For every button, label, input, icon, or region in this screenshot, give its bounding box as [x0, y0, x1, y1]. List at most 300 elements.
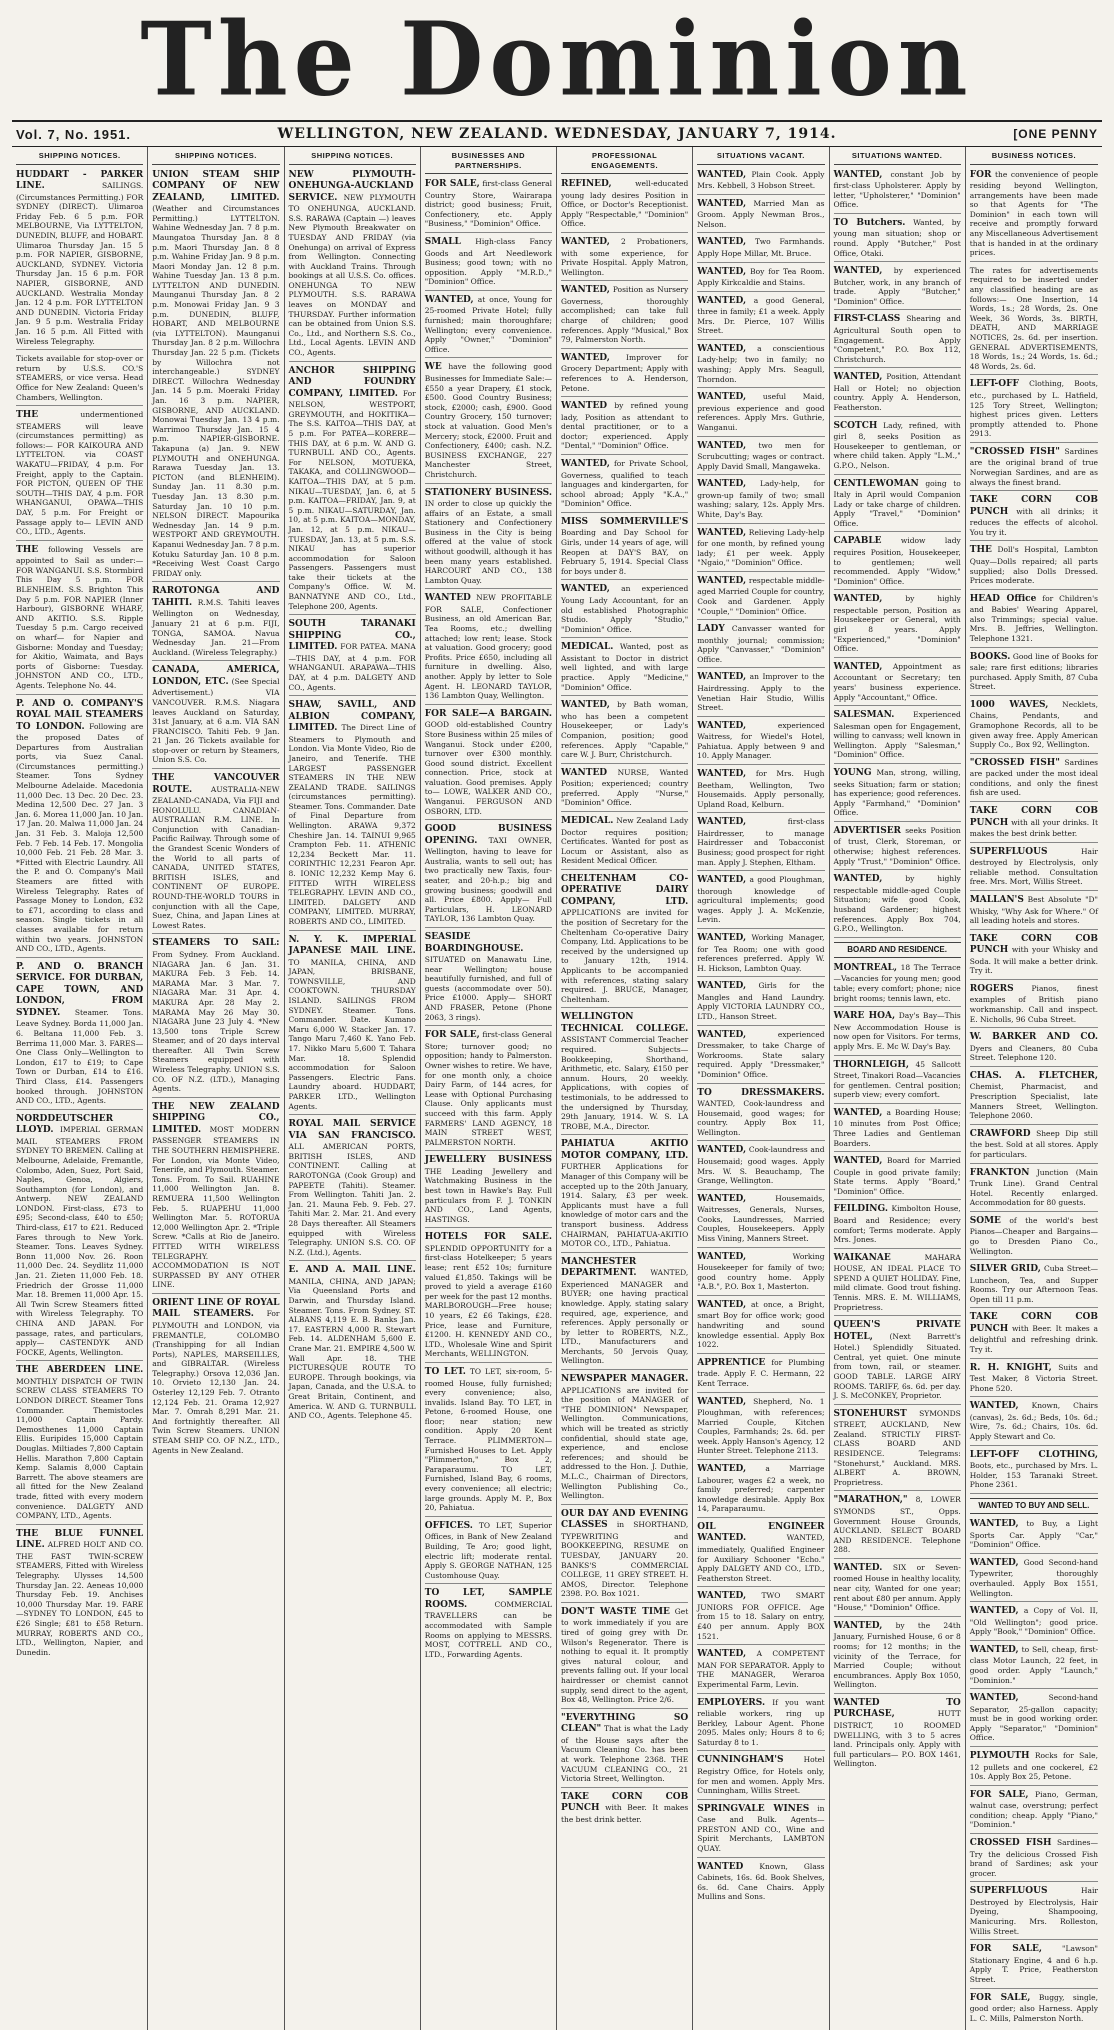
ad-text — [834, 1060, 961, 1100]
ad-text — [970, 806, 1098, 839]
ad-body: FOR PATEA. MANA—THIS DAY, at 4 p.m. FOR WHANGANUI. ARAPAWA—THIS DAY, at 4 p.m. DALGETY AND CO., Agents. — [288, 642, 416, 692]
classified-ad — [697, 873, 824, 929]
ad-text — [970, 1032, 1098, 1063]
price: [ONE PENNY — [1013, 127, 1098, 141]
ad-lead: E. AND A. MAIL LINE. — [288, 1265, 416, 1276]
ad-text — [425, 1588, 552, 1659]
ad-text — [697, 672, 824, 712]
ad-body: Cook-laundress and Housemaid; good wages. Apply Mrs. W. S. Beauchamp, The Grange, Wellington. — [697, 1145, 825, 1186]
classified-ad — [425, 235, 552, 291]
ad-text — [834, 1698, 961, 1769]
ad-text — [970, 1519, 1098, 1550]
ad-body: an Improver to the Hairdressing. Apply to the Venetian Hair Studio, Willis Street. — [697, 672, 825, 713]
classified-ad — [697, 1860, 824, 1905]
ad-text — [561, 1374, 688, 1501]
ad-lead: CHAS. A. FLETCHER, — [969, 1070, 1098, 1081]
ad-lead: SILVER GRID, — [969, 1264, 1041, 1275]
ad-body: with all drinks; it reduces the effects of alcohol. You try it. — [969, 506, 1098, 537]
ad-text — [970, 495, 1098, 537]
classified-ad — [697, 1028, 824, 1084]
ad-lead: OFFICES. — [424, 1520, 473, 1531]
ad-body: WANTED, immediately, Qualified Engineer for Auxiliary Schooner "Echo." Apply DALGETY AND CO., LTD., Featherston Street. — [697, 1533, 825, 1583]
classified-ad — [697, 1802, 824, 1858]
column-heading: PROFESSIONAL ENGAGEMENTS. — [561, 149, 688, 174]
ad-body: 8, LOWER SYMONDS ST., Opps. Government House Grounds, AUCKLAND. SELECT BOARD AND RESIDENCE. Telephone 288. — [833, 1495, 961, 1555]
ad-text — [425, 362, 552, 479]
ad-body: Buggy, single, good order; also Harness. Apply L. C. Mills, Palmerston North. — [969, 1992, 1098, 2023]
ad-lead: "MARATHON," — [833, 1495, 908, 1506]
ad-body: for Mrs. Hugh Beetham, Wellington, Two Housemaids. Apply personally, Upland Road, Kelburn. — [697, 769, 825, 809]
ad-text — [289, 619, 416, 692]
ad-body: a Boarding House; 10 minutes from Post Office; Three Ladies and Gentleman Boarders. — [833, 1107, 961, 1148]
ad-body: NEW PROFITABLE FOR SALE, Confectioner Business, an old American Bar, Tea Rooms, etc.; dwelling attached; low rent; lease. Stock at valuation. Good grocery; good Profits. Price £650, including all furniture in dwelling. Also, another. Apply by letter to Sole Agent. H. LEONARD TAYLOR, 136 Lambton Quay, Wellington. — [424, 593, 552, 701]
ad-body: Working Manager, for Tea Room; one with good references preferred. Apply W. H. Hickson, Lambton Quay. — [697, 933, 825, 973]
ad-lead: WANTED, — [697, 295, 747, 306]
ad-text — [289, 170, 416, 358]
ad-text — [970, 934, 1098, 976]
ad-text — [697, 1755, 824, 1795]
ad-text — [561, 700, 688, 759]
ad-text — [16, 545, 143, 691]
ad-body: TO LET, six-room, 5-roomed House, fully furnished; every convenience; also, invalids. Island Bay. TO LET, in Petone, 6-roomed House, one floor; near station; new condition. Apply 20 Kent Terrace. PLIMMERTON—Furnished Houses to Let. Apply "Plimmerton," Box 2, Paraparaumu. TO LET, Furnished, Island Bay, 6 rooms, every convenience; all electric; large grounds. Apply M. P., Box 20, Pahiatua. — [424, 1367, 553, 1513]
ad-lead: WANTED, — [697, 1396, 747, 1407]
classified-ad — [425, 177, 552, 233]
ad-lead: BOOKS. — [969, 651, 1011, 662]
ad-text — [425, 488, 552, 586]
ad-body: (Next Barrett's Hotel.) Splendidly Situated. Central, yet quiet. One minute from town, rail, or steamer. GOOD TABLE. LARGE AIRY ROOMS. TARIFF, 6s. 6d. per day. J. S. McCONKEY, Proprietor. — [833, 1331, 961, 1401]
classified-ad — [970, 168, 1098, 262]
classified-ad — [697, 526, 824, 572]
ad-text — [834, 372, 961, 412]
ad-body: HUTT DISTRICT, 10 ROOMED DWELLING, with 3 to 5 acres land. Principals only. Apply with full particulars— P.O. BOX 1461, Wellington. — [833, 1709, 961, 1769]
ad-lead: WANTED, — [833, 594, 883, 605]
classified-ad — [152, 1296, 279, 1458]
ad-text — [834, 1156, 961, 1196]
classified-ad — [834, 1154, 961, 1200]
classified-ad — [561, 640, 688, 696]
classified-ad — [834, 1202, 961, 1248]
columns-container — [12, 147, 1102, 2023]
ad-text — [697, 1591, 824, 1641]
ad-lead: THE — [16, 410, 39, 421]
classified-ad — [697, 931, 824, 977]
ad-body: widow lady requires Position, Housekeeper, to gentlemen; well recommended. Apply "Widow," "Dominion" Office. — [833, 536, 961, 586]
ad-body: to Sell, cheap, first-class Motor Launch, 22 feet, in good order. Apply "Launch," "Dominion." — [969, 1644, 1098, 1685]
ad-lead: FOR SALE, — [424, 179, 480, 190]
ad-text — [970, 594, 1098, 644]
column-7 — [830, 147, 966, 2030]
ad-body: Good Second-hand Typewriter, thoroughly overhauled. Apply Box 1551, Wellington. — [969, 1557, 1098, 1598]
ad-lead: WANTED, — [833, 1107, 883, 1118]
ad-lead: APPRENTICE — [697, 1357, 766, 1368]
classified-ad — [561, 1137, 688, 1252]
ad-lead: ADVERTISER — [833, 825, 902, 836]
ad-lead: FEILDING. — [833, 1204, 889, 1215]
ad-lead: WANTED, — [697, 1029, 747, 1040]
ad-lead: WANTED, — [969, 1644, 1019, 1655]
ad-lead: LEFT-OFF CLOTHING, — [969, 1449, 1098, 1460]
ad-body: MONTHLY DISPATCH OF TWIN SCREW CLASS STEAMERS TO LONDON DIRECT. Steamer Tons Commander. Themistocles 11,000 Captain Pardy. Demosthenes 11,000 Captain Ellis. Euripides 15,000 Captain Douglas. Miltiades 7,800 Captain Hellis. Marathon 7,800 Captain Kemp. Salamis 8,000 Captain Barrett. The above steamers are all fitted for the New Zealand trade, fitted with every modern convenience. DALGETY AND COMPANY, LTD., Agents. — [16, 1376, 144, 1521]
classified-ad — [561, 582, 688, 638]
ad-lead: P. AND O. BRANCH SERVICE. FOR DURBAN, CAPE TOWN, AND LONDON, FROM SYDNEY. — [16, 961, 144, 1018]
classified-ad — [834, 477, 961, 533]
classified-ad — [425, 1153, 552, 1228]
ad-lead: RAROTONGA AND TAHITI. — [152, 586, 280, 608]
ad-body: Shearing and Agricultural South open to Engagement. Apply "Competent," P.O. Box 112, Christchurch. — [833, 314, 961, 364]
classified-ad — [152, 771, 279, 934]
column-2 — [148, 147, 284, 2030]
dateline: WELLINGTON, NEW ZEALAND. WEDNESDAY, JANUARY 7, 1914. — [277, 126, 837, 142]
classified-ad — [970, 1991, 1098, 2027]
ad-body: MOST MODERN PASSENGER STEAMERS IN THE SOUTHERN HEMISPHERE. For London, via Monte Video, Tenerife, and Plymouth. Steamer. Tons. From. To Sail. RUAHINE 11,000 Wellington Jan. 8. REMUERA 11,500 Wellington Feb. 5. RUAPEHU 11,000 Wellington Mar. 5. ROTORUA 12,000 Wellington Apr. 2. *Triple Screw. *Calls at Rio de Janeiro. FITTED WITH WIRELESS TELEGRAPHY. ACCOMMODATION IS NOT SURPASSED BY ANY OTHER LINE. — [152, 1124, 280, 1290]
ad-body: seeks Position of trust, Clerk, Storeman, or otherwise; highest references. Apply "Trust," "Dominion" Office. — [833, 825, 961, 866]
ad-lead: STONEHURST — [833, 1408, 907, 1419]
classified-ad — [970, 1604, 1098, 1641]
ad-text — [425, 824, 552, 924]
ad-text — [970, 447, 1098, 487]
ad-lead: SUPERFLUOUS — [969, 846, 1048, 857]
classified-ad — [561, 235, 688, 281]
ad-lead: TO LET. — [424, 1367, 466, 1377]
ad-text — [697, 1804, 824, 1854]
column-3 — [285, 147, 421, 2030]
ad-lead: MANCHESTER DEPARTMENT. — [561, 1256, 637, 1279]
ad-text — [289, 700, 416, 926]
ad-body: Doll's Hospital, Lambton Quay—Dolls repaired; all parts supplied; also Dolls Dressed. Prices moderate. — [969, 545, 1098, 586]
ad-body: Sheep Dip still the best. Sold at all stores. Apply for particulars. — [969, 1128, 1099, 1159]
ad-lead: THE — [969, 545, 992, 556]
ad-body: by the 24th January, Furnished House, 6 or 8 rooms; for 12 months; in the vicinity of the Terrace, for Married Couple; without encumbrances. Apply Box 1050, Wellington. — [833, 1620, 961, 1690]
ad-lead: WANTED, — [561, 237, 610, 248]
classified-ad — [425, 293, 552, 358]
classified-ad — [697, 1589, 824, 1645]
ad-body: Two Farmhands. Apply Hope Millar, Mt. Bruce. — [697, 237, 825, 258]
ad-body: ALFRED HOLT AND CO. THE FAST TWIN-SCREW STEAMERS, Fitted with Wireless Telegraphy. Ulysses 14,500 Thursday Jan. 22. Aeneas 10,000 Thursday Feb. 19. Anchises 10,000 Thursday Mar. 19. FARE—SYDNEY TO LONDON, £45 to £26 Single; £81 to £58 Return. MURRAY, ROBERTS AND CO., LTD., Wellington, Napier, and Dunedin. — [16, 1540, 144, 1657]
ad-body: The rates for advertisements required to be inserted under any classified heading are as follows:— One Insertion, 14 Words, 1s.; 28 Words, 2s. One Week, 36 Words, 3s. BIRTH, DEATH, AND MARRIAGE NOTICES, 2s. 6d. per insertion. GENERAL ADVERTISEMENTS, 18 Words, 1s.; 24 Words, 1s. 6d.; 48 Words, 2s. 6d. — [969, 265, 1098, 371]
classified-ad — [16, 408, 143, 541]
classified-ad — [970, 264, 1098, 376]
classified-ad — [834, 592, 961, 657]
ad-body: in Case and Bulk. Agents— PRESTON AND CO., Wine and Spirit Merchants, LAMBTON QUAY. — [697, 1803, 825, 1853]
classified-ad — [834, 1318, 961, 1405]
ad-body: TO LET, Superior Offices, in Bank of New Zealand Building, Te Aro; good light, electric lift; moderate rental. Apply S. GEORGE NATHAN, 125 Customhouse Quay. — [424, 1520, 552, 1580]
ad-lead: WANTED, — [697, 981, 747, 992]
classified-ad — [289, 933, 416, 1116]
ad-text — [561, 353, 688, 393]
ad-text — [970, 758, 1098, 798]
ad-body: NURSE, Wanted Position; experienced; country preferred. Apply "Nurse," "Dominion" Office. — [561, 767, 689, 808]
ad-lead: TO Butchers. — [833, 217, 906, 228]
ad-text — [834, 479, 961, 529]
classified-ad — [16, 1363, 143, 1524]
ad-body: Dyers and Cleaners, 80 Cuba Street. Telephone 120. — [969, 1043, 1098, 1063]
ad-body: ALL AMERICAN PORTS, BRITISH ISLES, AND CONTINENT. Calling at RAROTONGA (Cook Group) and PAPEETE (Tahiti). Steamer. From Wellington. Tahiti Jan. 2. Jan. 21. Mauna Feb. 9. Feb. 27. Tahiti Mar. 2. Mar. 21. And every 28 Days thereafter. All Steamers equipped with Wireless Telegraphy. UNION S.S. CO. OF N.Z. (Ltd.), Agents. — [288, 1142, 416, 1257]
ad-lead: WANTED, — [833, 372, 883, 383]
ad-body: APPLICATIONS are invited for the position of MANAGER of "THE DOMINION" Newspaper, Wellington. Communications, which will be treated as strictly confidential, should state age, experience, and enclose references; and should be addressed to the Hon. J. Duthie, M.L.C., Chairman of Directors, Wellington Publishing Co., Wellington. — [561, 1385, 689, 1501]
ad-text — [561, 1139, 688, 1248]
ad-lead: HUDDART - PARKER LINE. — [16, 169, 144, 192]
ad-body: SAILINGS. (Circumstances Permitting.) FOR SYDNEY (DIRECT). Ulimaroa Friday Feb. 6 5 p.m. FOR MELBOURNE, Via LYTTELTON, DUNEDIN, BLUFF, and HOBART. Ulimaroa Thursday Jan. 15 5 p.m. FOR NAPIER, GISBORNE, AUCKLAND, SYDNEY. Victoria Thursday Jan. 15 6 p.m. FOR NAPIER, GISBORNE, AND AUCKLAND. Westralia Monday Jan. 12 4 p.m. FOR LYTTELTON AND DUNEDIN. Victoria Friday Jan. 9 5 p.m. Westralia Friday Jan. 16 5 p.m. All Fitted with Wireless Telegraphy. — [16, 181, 144, 346]
ad-lead: WELLINGTON TECHNICAL COLLEGE. — [561, 1012, 689, 1034]
ad-body: MANILA, CHINA, AND JAPAN; Via Queensland Ports and Darwin, and Thursday Island. Steamer. Tons. From Sydney. ST. ALBANS 4,119 E. B. Banks Jan. 17. EASTERN 4,000 R. Stewart Feb. 14. ALDENHAM 5,600 E. Crane Mar. 21. EMPIRE 4,500 W. Wall Apr. 18. THE PICTURESQUE ROUTE TO EUROPE. Through bookings, via Japan, Canada, and the U.S.A. to Great Britain, Continent, and America. W. AND G. TURNBULL AND CO., Agents. Telephone 45. — [288, 1276, 416, 1421]
ad-body: TAXI OWNER, Wellington, having to leave for Australia, wants to sell out; has two practically new Taxis, four-seater, and 20-h.p.; big and growing business; goodwill and all. Price £800. Apply— Full Particulars, H. LEONARD TAYLOR, 136 Lambton Quay. — [424, 835, 552, 924]
classified-ad — [834, 216, 961, 262]
ad-body: A COMPETENT MAN FOR SEPARATOR. Apply to THE MANAGER, Weraroa Experimental Farm, Levin. — [697, 1649, 825, 1689]
ad-body: an experienced Young Lady Accountant, for an old established Photographic Studio. Apply "Studio," "Dominion" Office. — [561, 584, 689, 634]
ad-lead: WANTED, — [697, 343, 747, 354]
ad-body: Get to work immediately if you are tired of going grey with Dr. Wilson's Regenerator. There is nothing to equal it. It promptly gives natural colour, and prevents falling out. If your local hairdresser or chemist cannot supply, send direct to the agent, Box 48, Wellington. Price 2/6. — [561, 1606, 689, 1705]
ad-body: by experienced Butcher, work, in any branch of trade. Apply "Butcher," "Dominion" Office. — [833, 266, 961, 306]
ad-text — [834, 874, 961, 933]
classified-ad — [697, 1356, 824, 1393]
classified-ad — [697, 1753, 824, 1799]
ad-body: If you want reliable workers, ring up Berkley, Labour Agent. Phone 2095. Males only; Hours 8 to 6; Saturday 8 to 1. — [697, 1697, 825, 1747]
ad-lead: ROYAL MAIL SERVICE VIA SAN FRANCISCO. — [288, 1119, 416, 1141]
classified-ad — [697, 670, 824, 716]
ad-lead: WANTED, — [833, 874, 883, 885]
ad-lead: LEFT-OFF — [969, 379, 1019, 390]
ad-text — [697, 344, 824, 384]
ad-body: (Weather and Circumstances Permitting.) LYTTELTON. Wahine Wednesday Jan. 7 8 p.m. Maungatoa Thursday Jan. 8 8 p.m. Maori Thursday Jan. 8 8 p.m. Wahine Friday Jan. 9 8 p.m. Maori Monday Jan. 12 8 p.m. Wahine Tuesday Jan. 13 8 p.m. LYTTELTON AND DUNEDIN. Maunganui Thursday Jan. 8 2 p.m. Monowai Friday Jan. 9 3 p.m. DUNEDIN, BLUFF, HOBART, AND MELBOURNE (via LYTTELTON). Maunganui Thursday Jan. 8 2 p.m. Willochra Thursday Jan. 22 5 p.m. (Tickets by Willochra not interchangeable.) SYDNEY DIRECT. Willochra Wednesday Jan. 14 5 p.m. Moeraki Friday Jan. 16 3 p.m. NAPIER, GISBORNE, AND AUCKLAND. Monowai Tuesday Jan. 13 4 p.m. Warrimoo Thursday Jan. 15 4 p.m. NAPIER-GISBORNE. Takapuna (a) Jan. 9. NEW PLYMOUTH and ONEHUNGA. Rarawa Tuesday Jan. 13. PICTON (and BLENHEIM). Sunday Jan. 11 8.30 p.m. Tuesday Jan. 13 8.30 p.m. Saturday Jan. 10 10 p.m. NELSON DIRECT. Mapourika Wednesday Jan. 14 9 p.m. WESTPORT AND GREYMOUTH. Kapanui Wednesday Jan. 7 8 p.m. Kotuku Saturday Jan. 10 8 p.m. *Receiving West Coast Cargo FRIDAY only. — [152, 204, 280, 578]
ad-lead: MEDICAL. — [561, 642, 614, 653]
classified-ad — [425, 360, 552, 483]
ad-body: THE Leading Jewellery and Watchmaking Business in the best town in Hawke's Bay. Full particulars from F. J. TONKIN AND CO., Land Agents, HASTINGS. — [424, 1166, 552, 1224]
ad-body: with your Whisky and Soda. It will make a better drink. Try it. — [969, 945, 1098, 976]
classified-ad — [152, 936, 279, 1097]
ad-lead: WANTED, — [833, 661, 883, 672]
ad-body: COMMERCIAL TRAVELLERS can be accommodated with Sample Rooms on applying to MESSRS. MOST, COTTRELL AND CO., LTD., Forwarding Agents. — [424, 1599, 552, 1659]
ad-text — [152, 586, 279, 657]
dateline-bar — [12, 120, 1102, 147]
ad-text — [970, 652, 1098, 692]
ad-body: for Private School, Governess, qualified to teach languages and kindergarten, for school abroad; Apply "K.A.," "Dominion" Office. — [561, 459, 689, 509]
ad-body: Improver for Grocery Department; Apply with references to A. Henderson, Petone. — [561, 352, 689, 393]
ad-text — [561, 1607, 688, 1705]
ad-body: Wanted, by young man situation; shop or round. Apply "Butcher," Post Office, Otaki. — [833, 217, 961, 258]
ad-lead: P. AND O. COMPANY'S ROYAL MAIL STEAMERS TO LONDON. — [16, 698, 144, 732]
classified-ad — [834, 168, 961, 214]
ad-lead: FOR — [969, 169, 992, 180]
classified-ad — [697, 477, 824, 523]
ad-text — [561, 1713, 688, 1784]
classified-ad — [289, 364, 416, 616]
classified-ad — [970, 1069, 1098, 1125]
ad-lead: PLYMOUTH — [969, 1751, 1030, 1762]
ad-lead: TAKE CORN COB PUNCH — [969, 806, 1098, 828]
ad-text — [16, 1365, 143, 1520]
ad-body: respectable middle-aged Married Couple for country, Cook and Gardener. Apply "Couple," "Dominion" Office. — [697, 575, 825, 616]
ad-text — [834, 826, 961, 866]
column-heading: SITUATIONS VACANT. — [697, 149, 824, 165]
ad-body: "Lawson" Stationary Engine, 4 and 6 h.p. Apply T. Price, Featherston Street. — [969, 1944, 1098, 1984]
classified-ad — [561, 698, 688, 763]
ad-lead: WANTED, — [697, 769, 747, 779]
ad-lead: WANTED, — [697, 1649, 747, 1660]
classified-ad — [561, 177, 688, 233]
classified-ad — [425, 1028, 552, 1151]
ad-body: by highly respectable person, Position as Housekeeper or General, with girl 8 years. Apply "Experienced," "Dominion" Office. — [833, 594, 961, 654]
ad-body: Steamer. Tons. Leave Sydney. Borda 11,000 Jan. 6. Beltana 11,000 Feb. 3. Berrima 11,000 Mar. 3. FARES—One Class Only—Wellington to London, £17 to £19; to Cape Town or Durban, £14 to £16. Third Class, £14. Passengers booked through. JOHNSTON AND CO., LTD., Agents. — [16, 1007, 144, 1106]
classified-ad — [834, 708, 961, 764]
classified-ad — [697, 235, 824, 262]
classified-ad — [16, 168, 143, 351]
classified-ad — [697, 294, 824, 340]
ad-text — [970, 1129, 1098, 1160]
ad-text — [425, 1155, 552, 1224]
classified-ad — [970, 650, 1098, 696]
classified-ad — [16, 1527, 143, 1661]
ad-text — [425, 295, 552, 354]
ad-body: Tickets available for stop-over or return by U.S.S. CO.'S STEAMERS, or vice versa. Head Office for New Zealand: Queen's Chambers, Wellington. — [16, 354, 144, 402]
ad-lead: WARE HOA, — [833, 1011, 896, 1022]
classified-ad — [425, 486, 552, 590]
ad-body: useful Maid, previous experience and good references. Apply Mrs. Guthrie, Wanganui. — [697, 392, 825, 432]
classified-ad — [970, 1166, 1098, 1212]
classified-ad — [970, 982, 1098, 1028]
ad-text — [425, 1521, 552, 1580]
ad-lead: WANTED, — [697, 1591, 747, 1602]
ad-text — [561, 816, 688, 866]
ad-body: For NELSON, WESTPORT, GREYMOUTH, and HOKITIKA—The S.S. KAITOA—THIS DAY, at 5 p.m. For PATEA—KORERE—THIS DAY, at 6 p.m. W. AND G. TURNBULL AND CO., Agents. For NELSON, MOTUEKA, TAKAKA, and COLLINGWOOD— KAITOA—THIS DAY, at 5 p.m. NIKAU—TUESDAY, Jan. 6, at 5 p.m. KAITOA—FRIDAY, Jan. 9, at 5 p.m. NIKAU—SATURDAY, Jan. 10, at 5 p.m. KAITOA—MONDAY, Jan. 12, at 5 p.m. NIKAU—TUESDAY, Jan. 13, at 5 p.m. S.S. NIKAU has superior accommodation for Saloon Passengers. Passengers must take their tickets at the Company's Office. W. M. BANNATYNE AND CO., Ltd., Telephone 200, Agents. — [288, 388, 416, 611]
ad-body: SIX or Seven-roomed House in healthy locality, near city, Wanted for one year; rent about £80 per annum. Apply "House," "Dominion" Office. — [833, 1562, 961, 1613]
ad-lead: WANTED, — [697, 169, 747, 180]
ad-lead: SMALL — [424, 237, 461, 248]
ad-text — [561, 237, 688, 277]
ad-lead: WANTED, — [697, 1464, 747, 1475]
ad-text — [970, 1264, 1098, 1304]
ad-body: ASSISTANT Commercial Teacher required. Subjects—Bookkeeping, Shorthand, Arithmetic, etc. Salary, £150 per annum. Hours, 20 weekly. Applications, with copies of testimonials, to be addressed to the undersigned by Thursday, 29th January, 1914. W. S. LA TROBE, M.A., Director. — [561, 1035, 689, 1131]
ad-lead: WANTED, — [424, 294, 474, 305]
classified-ad — [697, 1462, 824, 1518]
ad-text — [289, 366, 416, 612]
ad-lead: OIL ENGINEER WANTED. — [697, 1521, 825, 1544]
ad-body: Sardines—Try the delicious Crossed Fish brand of Sardines; ask your grocer. — [969, 1838, 1098, 1878]
classified-ad — [16, 960, 143, 1110]
ad-lead: WANTED, — [969, 1606, 1019, 1617]
ad-lead: YOUNG — [833, 768, 872, 779]
ad-lead: THORNLEIGH, — [833, 1059, 909, 1070]
column-1 — [12, 147, 148, 2030]
ad-text — [561, 1792, 688, 1825]
ad-lead: FRANKTON — [969, 1167, 1030, 1178]
ad-lead: WANTED, — [833, 169, 883, 180]
classified-ad — [970, 893, 1098, 930]
ad-lead: WANTED, — [697, 1145, 747, 1156]
classified-ad — [425, 1230, 552, 1363]
ad-lead: WANTED, — [697, 817, 747, 828]
ad-body: High-class Fancy Goods and Art Needlework Business; good town; with no opposition. Apply "M.R.D.," "Dominion" Office. — [424, 237, 552, 287]
ad-body: That is what the Lady of the House says after the Vacuum Cleaning Co. has been at work. Telephone 2368. THE VACUUM CLEANING CO., 21 Victoria Street, Wellington. — [561, 1724, 689, 1784]
ad-body: Cuba Street—Luncheon, Tea, and Supper Rooms. Try our Afternoon Teas. Open till 11 p.m. — [969, 1264, 1098, 1304]
classified-ad — [152, 1100, 279, 1294]
ad-body: a conscientious Lady-help; two in family; no washing; Apply Mrs. Seagull, Thorndon. — [697, 343, 825, 384]
ad-text — [970, 266, 1098, 372]
ad-text — [16, 410, 143, 537]
ad-body: Relieving Lady-help for one month, by refined young lady; £1 per week. Apply "Ngaio," "Dominion" Office. — [697, 527, 825, 568]
ad-lead: "CROSSED FISH" — [969, 446, 1060, 457]
classified-ad — [834, 1493, 961, 1558]
ad-text — [425, 709, 552, 816]
ad-lead: PAHIATUA AKITIO MOTOR COMPANY, LTD. — [561, 1139, 689, 1161]
ad-body: From Sydney. From Auckland. NIAGARA Jan. 6 Jan. 31. MAKURA Feb. 3 Feb. 14. MARAMA Mar. 3 Mar. 7. NIAGARA Mar. 31 Apr. 4. MAKURA Apr. 28 May 2. MARAMA May 26 May 30. NIAGARA June 23 July 4. *New 13,500 tons Triple Screw Steamer, and of 20 days interval thereafter. All Twin Screw Steamers equipped with Wireless Telegraphy. UNION S.S. CO. OF N.Z. (LTD.), Managing Agents. — [152, 949, 280, 1094]
ad-text — [970, 1450, 1098, 1490]
classified-ad — [561, 515, 688, 580]
ad-lead: TO LET, SAMPLE ROOMS. — [424, 1588, 552, 1610]
classified-ad — [697, 815, 824, 871]
ad-body: Sardines are the original brand of true Norwegian Sardines, and are as always the finest brand. — [969, 446, 1098, 487]
ad-text — [425, 1232, 552, 1359]
ad-lead: NEW PLYMOUTH-ONEHUNGA-AUCKLAND SERVICE. — [288, 169, 416, 203]
ad-text — [834, 421, 961, 471]
ad-text — [561, 1509, 688, 1599]
ad-body: by refined young lady, Position as attendant to dental practitioner, or to a doctor; experienced. Apply "Dental," "Dominion" Office. — [561, 401, 689, 451]
ad-text — [152, 665, 279, 765]
ad-body: Board for Married Couple in good private family; State terms. Apply "Board," "Dominion" Office. — [833, 1156, 961, 1196]
ad-lead: THE NEW ZEALAND SHIPPING CO., LIMITED. — [152, 1101, 280, 1135]
ad-body: a good General, three in family; £1 a week. Apply Mrs. Dr. Pierce, 107 Willis Street. — [697, 295, 825, 336]
ad-body: undermentioned STEAMERS will leave (circumstances permitting) as follows:— FOR KAIKOURA AND LYTTELTON. via COAST WAKATU—FRIDAY, 4 p.m. For Freight, apply to the Captain. FOR PICTON, QUEEN OF THE SOUTH—THIS DAY, 4 p.m. FOR WHANGANUI, OPAWA—THIS DAY, 5 p.m. For Freight or Passage apply to— LEVIN AND CO., LTD., Agents. — [16, 410, 144, 537]
ad-lead: MISS SOMMERVILLE'S — [561, 516, 689, 527]
classified-ad — [970, 1127, 1098, 1164]
ad-lead: WANTED, — [697, 198, 747, 209]
ad-lead: WANTED, — [561, 584, 610, 595]
ad-body: constant Job by first-class Upholsterer. Apply by letter, "Upholsterer," "Dominion" Office. — [833, 169, 961, 210]
classified-ad — [289, 1263, 416, 1423]
ad-body: Best Absolute "D" Whisky, "Why Ask for Where." Of all leading hotels and stores. — [969, 894, 1098, 926]
ad-lead: FIRST-CLASS — [833, 314, 901, 325]
ad-text — [834, 266, 961, 306]
classified-ad — [834, 312, 961, 368]
classified-ad — [697, 197, 824, 234]
classified-ad — [834, 1561, 961, 1617]
ad-text — [697, 267, 824, 288]
ad-text — [289, 1265, 416, 1420]
classified-ad — [289, 1117, 416, 1261]
classified-ad — [834, 264, 961, 310]
ad-body: first-class General Store; turnover good; no opposition; handy to Palmerston. Owner wishes to retire. We have, for one month only, a choice Dairy Farm, of 144 acres, for Lease with Optional Purchasing Clause. Only applicants must succeed with this farm. Apply FARMERS' LAND AGENCY, 18 MAIN STREET WEST, PALMERSTON NORTH. — [424, 1030, 552, 1147]
ad-text — [970, 545, 1098, 585]
ad-text — [970, 1363, 1098, 1394]
ad-text — [970, 1216, 1098, 1256]
ad-body: Boots, etc., purchased by Mrs. L. Holder, 153 Taranaki Street. Phone 2361. — [969, 1461, 1098, 1490]
ad-body: going to Italy in April would Companion Lady or take charge of children. Apply "Travel," "Dominion" Office. — [833, 478, 961, 528]
classified-ad — [970, 1749, 1098, 1786]
ad-body: Chemist, Pharmacist, and Prescription Specialist, late Manners Street, Wellington. Telephone 2060. — [969, 1082, 1098, 1121]
ad-text — [425, 1367, 552, 1513]
ad-text — [834, 170, 961, 210]
ad-text — [834, 1108, 961, 1148]
ad-lead: ORIENT LINE OF ROYAL MAIL STEAMERS. — [152, 1297, 280, 1320]
ad-body: first-class General Country Store, Wairarapa district; good business; Fruit, Confectionery, etc. Apply "Business," "Dominion" Office. — [424, 179, 552, 229]
ad-text — [289, 1119, 416, 1257]
ad-body: with Beer. It makes a delightful and refreshing drink. Try it. — [969, 1323, 1098, 1355]
classified-ad — [697, 439, 824, 476]
ad-text — [152, 1102, 279, 1290]
classified-ad — [834, 370, 961, 416]
ad-text — [834, 314, 961, 364]
ad-lead: WANTED, — [561, 285, 610, 296]
ad-lead: WAIKANAE — [833, 1252, 891, 1263]
ad-lead: LADY — [697, 624, 725, 635]
ad-lead: WANTED, — [697, 1193, 747, 1204]
classified-ad — [697, 168, 824, 195]
ad-text — [970, 1312, 1098, 1354]
classified-ad — [697, 1086, 824, 1142]
ad-lead: SHAW, SAVILL, AND ALBION COMPANY, LIMITED. — [288, 700, 416, 734]
ad-lead: WANTED, — [697, 440, 747, 451]
classified-ad — [561, 1507, 688, 1603]
classified-ad — [970, 1556, 1098, 1602]
